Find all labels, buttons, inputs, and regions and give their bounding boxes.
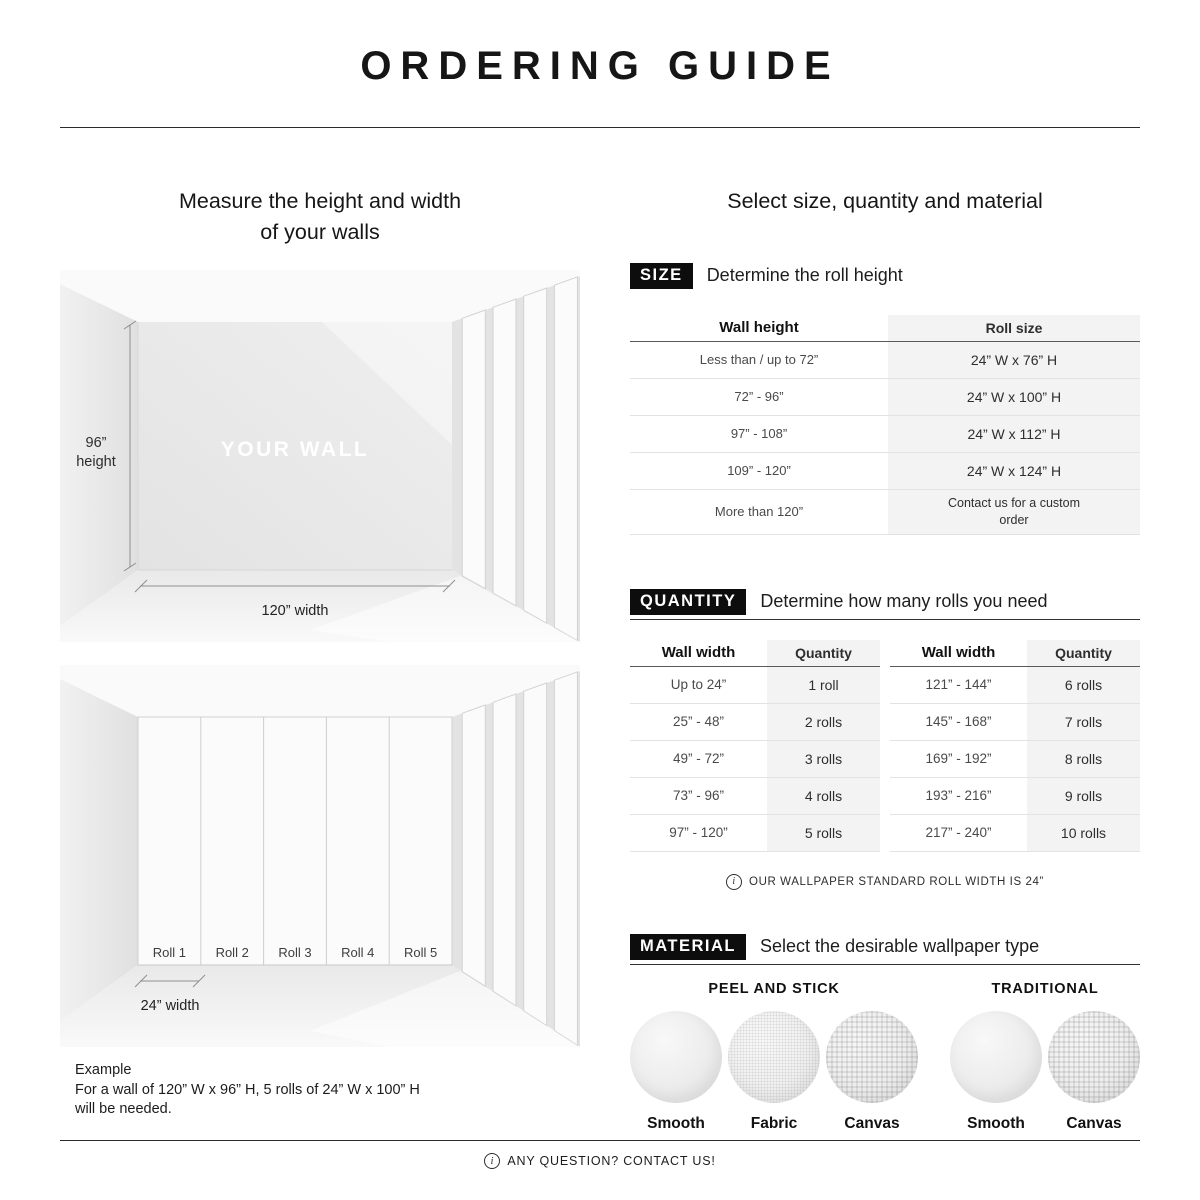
swatch-peel-canvas	[826, 1011, 918, 1133]
size-badge: SIZE	[630, 263, 693, 289]
roll-width-dimension-label: 24” width	[140, 998, 200, 1015]
roll-size-value: 24” W x 112” H	[888, 416, 1140, 453]
canvas-texture-swatch	[826, 1011, 918, 1103]
example-line1: For a wall of 120” W x 96” H, 5 rolls of 24” W x 100” H	[75, 1081, 420, 1098]
quantity-value: 8 rolls	[1027, 741, 1140, 778]
quantity-value: 7 rolls	[1027, 704, 1140, 741]
material-subtitle: Select the desirable wallpaper type	[760, 936, 1040, 957]
swatch-row	[950, 1011, 1140, 1133]
material-group-title: PEEL AND STICK	[708, 980, 840, 997]
material-section	[630, 934, 1140, 1133]
size-section	[630, 263, 1140, 535]
swatch-label: Smooth	[967, 1114, 1025, 1132]
canvas-texture-swatch	[1048, 1011, 1140, 1103]
quantity-tables	[630, 640, 1140, 852]
width-dimension-label: 120” width	[261, 603, 329, 620]
material-group-traditional	[950, 981, 1140, 1133]
room-rolls-image	[60, 665, 580, 1047]
quantity-subtitle: Determine how many rolls you need	[760, 591, 1048, 612]
select-heading: Select size, quantity and material	[727, 189, 1043, 213]
select-column	[630, 180, 1140, 1133]
roll-width-note-text: OUR WALLPAPER STANDARD ROLL WIDTH IS 24”	[749, 875, 1044, 888]
measure-heading-line2: of your walls	[260, 219, 380, 244]
qty-col-wall-width: Wall width	[890, 640, 1027, 667]
room-measure-image	[60, 270, 580, 642]
measure-column	[60, 180, 580, 1120]
material-group-peel-and-stick	[630, 981, 918, 1133]
quantity-value: 9 rolls	[1027, 778, 1140, 815]
swatch-label: Smooth	[647, 1114, 705, 1132]
height-dimension-value: 96”	[85, 435, 107, 452]
footer-divider	[60, 1140, 1140, 1141]
height-dimension-word: height	[76, 454, 116, 471]
qty-col-wall-width: Wall width	[630, 640, 767, 667]
smooth-texture-swatch	[630, 1011, 722, 1103]
material-badge: MATERIAL	[630, 934, 746, 960]
wall-width-value: 25” - 48”	[630, 704, 767, 741]
quantity-value: 10 rolls	[1027, 815, 1140, 852]
roll-label: Roll 4	[341, 945, 375, 961]
wall-width-value: 193” - 216”	[890, 778, 1027, 815]
footer-note	[0, 1153, 1200, 1169]
material-groups	[630, 981, 1140, 1133]
material-section-header	[630, 934, 1140, 965]
swatch-peel-fabric	[728, 1011, 820, 1133]
wall-width-value: 121” - 144”	[890, 667, 1027, 704]
wall-width-value: 217” - 240”	[890, 815, 1027, 852]
page-title: ORDERING GUIDE	[360, 44, 840, 88]
roll-size-value: 24” W x 124” H	[888, 453, 1140, 490]
quantity-value: 4 rolls	[767, 778, 880, 815]
roll-width-note	[630, 874, 1140, 890]
quantity-table-right	[890, 640, 1140, 852]
swatch-label: Canvas	[844, 1114, 900, 1132]
example-line2: will be needed.	[75, 1101, 172, 1118]
quantity-section-header	[630, 589, 1140, 620]
info-icon: i	[484, 1153, 500, 1169]
info-icon: i	[726, 874, 742, 890]
size-col-roll-size: Roll size	[888, 315, 1140, 342]
smooth-texture-swatch	[950, 1011, 1042, 1103]
quantity-value: 2 rolls	[767, 704, 880, 741]
wall-width-value: 145” - 168”	[890, 704, 1027, 741]
swatch-traditional-smooth	[950, 1011, 1042, 1133]
size-table	[630, 315, 1140, 535]
wall-height-value: 109” - 120”	[630, 453, 888, 490]
wall-width-value: 49” - 72”	[630, 741, 767, 778]
quantity-table-left	[630, 640, 880, 852]
quantity-value: 5 rolls	[767, 815, 880, 852]
wall-height-value: Less than / up to 72”	[630, 342, 888, 379]
roll-label: Roll 3	[278, 945, 312, 961]
wall-width-value: 169” - 192”	[890, 741, 1027, 778]
swatch-label: Canvas	[1066, 1114, 1122, 1132]
wall-width-value: 97” - 120”	[630, 815, 767, 852]
roll-label: Roll 2	[215, 945, 249, 961]
wall-height-value: 97” - 108”	[630, 416, 888, 453]
wall-height-value: 72” - 96”	[630, 379, 888, 416]
material-group-title: TRADITIONAL	[991, 980, 1099, 997]
size-subtitle: Determine the roll height	[706, 265, 903, 286]
roll-label: Roll 5	[403, 945, 438, 961]
quantity-value: 6 rolls	[1027, 667, 1140, 704]
roll-label: Roll 1	[152, 945, 187, 961]
swatch-peel-smooth	[630, 1011, 722, 1133]
roll-size-value: 24” W x 100” H	[888, 379, 1140, 416]
quantity-value: 1 roll	[767, 667, 880, 704]
quantity-section	[630, 589, 1140, 890]
swatch-label: Fabric	[750, 1114, 798, 1132]
room-illustration-measure	[60, 270, 580, 642]
roll-size-value: 24” W x 76” H	[888, 342, 1140, 379]
example-block	[60, 1061, 580, 1120]
example-title: Example	[75, 1062, 132, 1079]
wall-height-value: More than 120”	[630, 490, 888, 535]
footer-note-text: ANY QUESTION? CONTACT US!	[507, 1154, 716, 1168]
qty-col-quantity: Quantity	[1027, 640, 1140, 667]
fabric-texture-swatch	[728, 1011, 820, 1103]
wall-width-value: 73” - 96”	[630, 778, 767, 815]
room-illustration-rolls	[60, 665, 580, 1047]
quantity-value: 3 rolls	[767, 741, 880, 778]
swatch-row	[630, 1011, 918, 1133]
size-section-header	[630, 263, 1140, 289]
measure-heading-line1: Measure the height and width	[178, 189, 462, 213]
header-divider	[60, 127, 1140, 128]
measure-heading	[60, 186, 580, 247]
wall-width-value: Up to 24”	[630, 667, 767, 704]
qty-col-quantity: Quantity	[767, 640, 880, 667]
roll-size-value: Contact us for a custom order	[888, 490, 1140, 535]
size-col-wall-height: Wall height	[630, 315, 888, 342]
quantity-badge: QUANTITY	[630, 589, 746, 615]
swatch-traditional-canvas	[1048, 1011, 1140, 1133]
your-wall-label: YOUR WALL	[220, 438, 370, 462]
